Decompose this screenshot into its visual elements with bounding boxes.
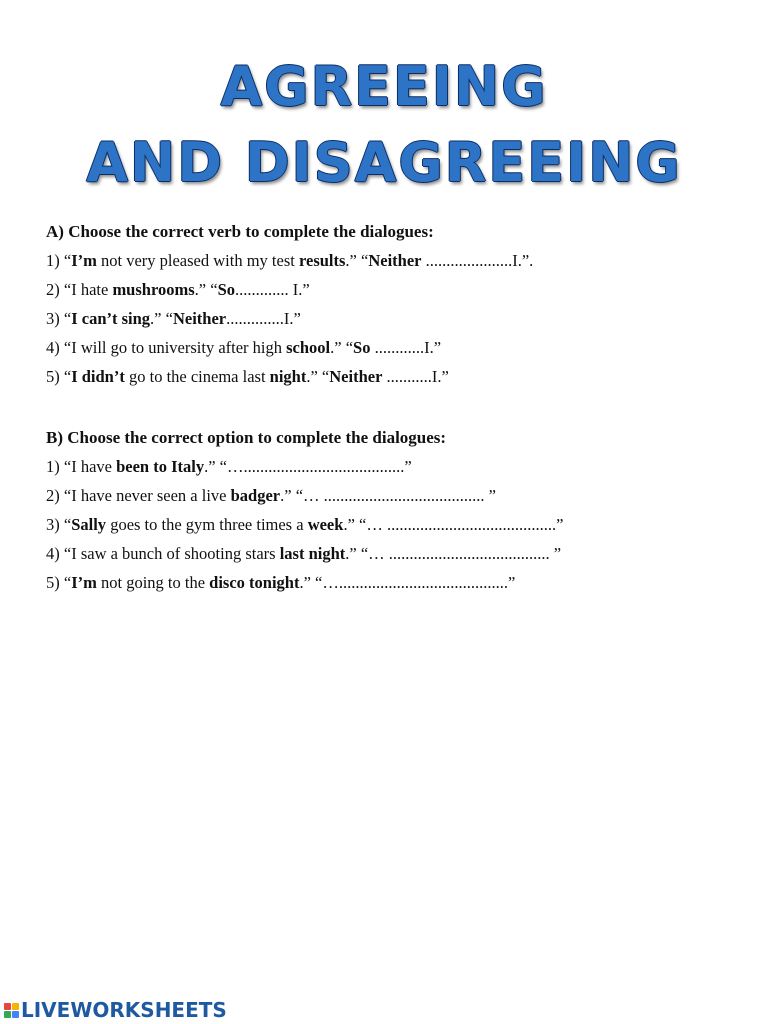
- section-a: [46, 222, 736, 387]
- section-b-item-3: 3) “Sally goes to the gym three times a week.” “… .........................................”: [46, 515, 564, 534]
- section-a-heading: A) Choose the correct verb to complete the dialogues:: [46, 222, 434, 241]
- title-line-2: AND DISAGREEING: [86, 131, 682, 194]
- section-b-item-5: 5) “I’m not going to the disco tonight.” “….........................................”: [46, 573, 516, 592]
- section-b-item-2: 2) “I have never seen a live badger.” “… ....................................... ”: [46, 486, 496, 505]
- title-line-1: AGREEING: [220, 55, 548, 118]
- section-a-item-1: 1) “I’m not very pleased with my test results.” “Neither .....................I.”.: [46, 251, 534, 270]
- section-a-item-3: 3) “I can’t sing.” “Neither..............I.”: [46, 309, 301, 328]
- section-a-item-4: 4) “I will go to university after high school.” “So ............I.”: [46, 338, 442, 357]
- section-b: [46, 428, 736, 593]
- section-a-item-2: 2) “I hate mushrooms.” “So............. I.”: [46, 280, 310, 299]
- section-a-item-5: 5) “I didn’t go to the cinema last night.” “Neither ...........I.”: [46, 367, 449, 386]
- section-b-heading: B) Choose the correct option to complete the dialogues:: [46, 428, 447, 447]
- brand-name: LIVEWORKSHEETS: [21, 998, 227, 1022]
- section-b-item-1: 1) “I have been to Italy.” “….......................................”: [46, 457, 412, 476]
- logo-grid-icon: [4, 1003, 19, 1018]
- liveworksheets-logo[interactable]: [4, 998, 227, 1022]
- section-b-item-4: 4) “I saw a bunch of shooting stars last night.” “… ....................................... ”: [46, 544, 562, 563]
